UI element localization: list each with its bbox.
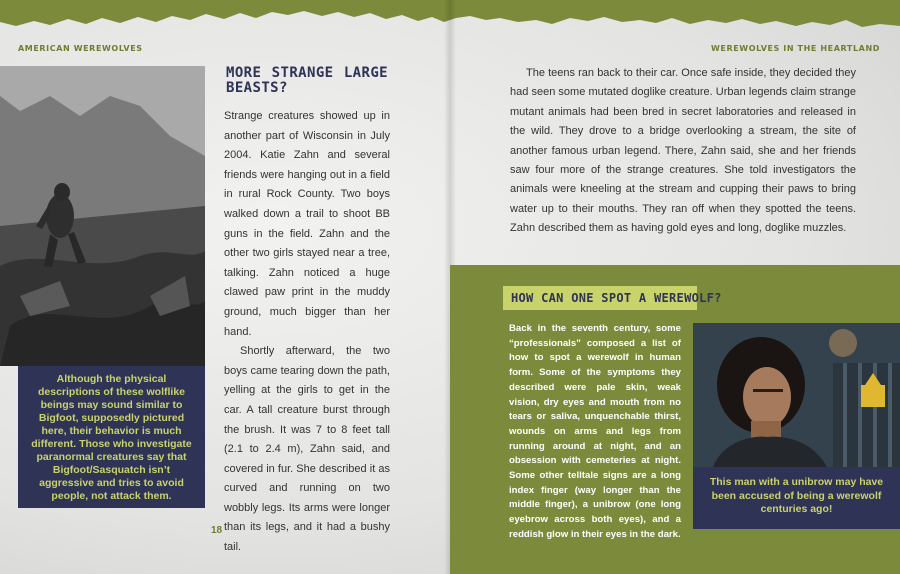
section-heading-line1: MORE STRANGE LARGE (226, 65, 388, 81)
page-number: 18 (211, 525, 223, 536)
bigfoot-photo-art (0, 66, 205, 366)
bigfoot-photo (0, 66, 205, 366)
right-paragraph: The teens ran back to their car. Once safe inside, they decided they had seen some mutated doglike creature. Urban legends claim strange mutant animals had been bred in secret laboratories and released in the wild. They drove to a bridge overlooking a stream, the site of another famous urban legend. There, Zahn said, she and her friends saw four more of the strange creatures. She told investigators the animals were kneeling at the stream and cupping their paws to bring water up to their mouths. They ran off when they spotted the teens. Zahn described them as having gold eyes and long, doglike muzzles. (510, 67, 856, 235)
left-paragraph-2: Shortly afterward, the two boys came tearing down the path, yelling at the girls to get in the car. A tall creature burst through the brush. It was 7 to 8 feet tall (2.1 to 2.4 m), Zahn said, and covered in fur. She described it as curved and running on two wobbly legs. Its arms were longer than its legs, and it had a bushy tail. (224, 345, 390, 554)
unibrow-man-photo (693, 323, 900, 467)
running-head-right: WEREWOLVES IN THE HEARTLAND (710, 44, 880, 53)
unibrow-photo-caption: This man with a unibrow may have been accused of being a werewolf centuries ago! (693, 467, 900, 529)
bigfoot-photo-caption: Although the physical descriptions of these wolflike beings may sound similar to Bigfoot, supposedly pictured here, their behavior is much different. Those who investigate paranormal creatures say that Bigfoot/Sasquatch isn’t aggressive and tries to avoid people, not attack them. (18, 366, 205, 508)
unibrow-man-photo-art (693, 323, 900, 467)
running-head-left: AMERICAN WEREWOLVES (18, 44, 143, 53)
section-heading (226, 66, 388, 96)
left-paragraph-1: Strange creatures showed up in another part of Wisconsin in July 2004. Katie Zahn and several friends were hanging out in a field in rural Rock County. Two boys walked down a trail to shoot BB guns in the field. Zahn and the other two girls stayed near a tree, talking. Zahn noticed a huge clawed paw print in the muddy ground, much bigger than her hand. (224, 110, 390, 338)
sidebar-body-text: Back in the seventh century, some “professionals” composed a list of how to spot a werewolf in human form. Some of the symptoms they described were pale skin, weak vision, dry eyes and mouth from no tears or saliva, unquenchable thirst, wounds on arms and legs from running around at night, and an obsession with cemeteries at night. Some other telltale signs are a long index finger (way longer than the middle finger), a unibrow (one long eyebrow across both eyes), and a reddish glow in their eyes in the dark. (509, 323, 681, 540)
sidebar-heading: HOW CAN ONE SPOT A WEREWOLF? (503, 286, 697, 310)
left-body-text (224, 107, 390, 558)
section-heading-line2: BEASTS? (226, 80, 288, 96)
